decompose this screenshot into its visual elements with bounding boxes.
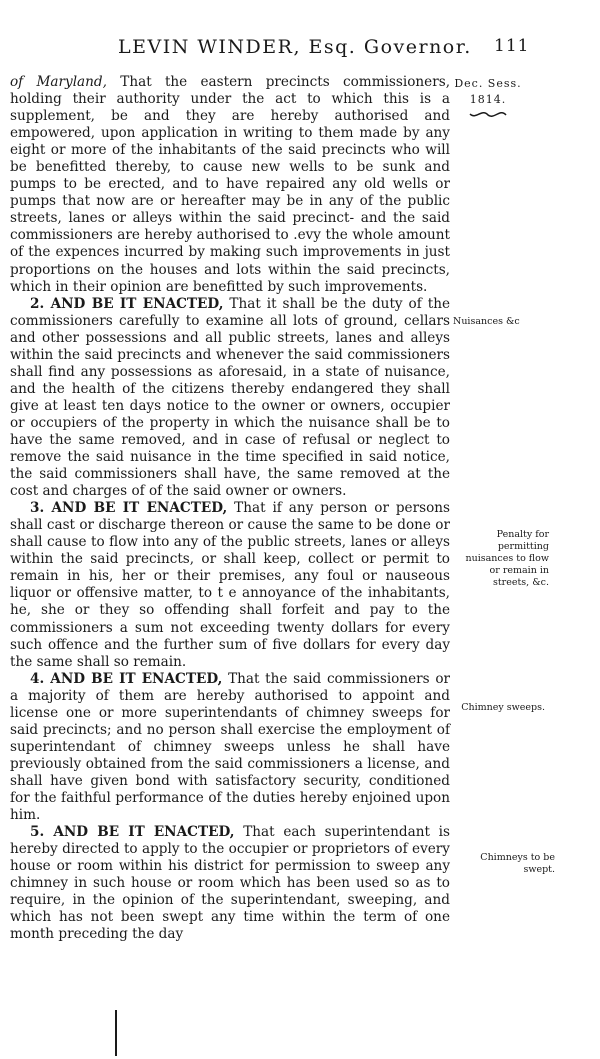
running-header [0, 36, 600, 64]
flourish-ornament [468, 110, 508, 120]
intro-text: That the eastern precincts commissioners, holding their authority under the act to which this is a supplement, be and they are hereby authorised and empowered, upon application in writing to them made by any eight or more of the inhabitants of the said precincts who will be benefitted thereby, to cause new wells to be sunk and pumps to be erected, and to have repaired any old wells or pumps that now are or hereafter may be in any of the public streets, lanes or alleys within the said precinct- and the said commissioners are hereby authorised to .evy the whole amount of the expences incurred by making such improvements in just proportions on the houses and lots within the said precincts, which in their opinion are benefitted by such improvements. [10, 74, 451, 295]
section-3-heading: 3. AND BE IT ENACTED, [30, 500, 228, 517]
intro-paragraph [10, 74, 450, 296]
margin-note-nuisances: Nuisances &c [453, 316, 520, 327]
section-3-text: That if any person or persons shall cast or discharge thereon or cause the same to be done or shall cause to flow into any of the public streets, lanes or alleys within the said precincts, or shall keep, collect or permit to remain in his, her or their premises, any foul or nauseous liquor or offensive matter, to t e annoyance of the inhabitants, he, she or they so offending shall forfeit and pay to the commissioners a sum not exceeding twenty dollars for every such offence and the further sum of five dollars for every day the same shall so remain. [10, 500, 450, 670]
page-number: 111 [494, 36, 530, 56]
body-text [10, 74, 450, 943]
section-4 [10, 671, 450, 824]
section-2 [10, 296, 450, 501]
section-2-heading: 2. AND BE IT ENACTED, [30, 295, 224, 312]
margin-note-chimney: Chimney sweeps. [461, 702, 545, 713]
session-year: 1814. [469, 93, 507, 106]
section-5-heading: 5. AND BE IT ENACTED, [30, 824, 235, 841]
running-title: LEVIN WINDER, Esq. Governor. [118, 36, 472, 58]
section-5-text: That each superintendant is hereby directed to apply to the occupier or proprietors of every house or room within his district for permission to sweep any chimney in such house or room which has been used so as to require, in the opinion of the superintendant, sweeping, and which has not been swept any time within the term of one month preceding the day [10, 824, 451, 943]
margin-note-session [452, 76, 524, 120]
section-4-text: That the said commissioners or a majority of them are hereby authorised to appoint and license one or more superintendants of chimney sweeps for said precincts; and no person shall exercise the employment of superintendant of chimney sweeps unless he shall have previously obtained from the said commissioners a license, and shall have given bond with satisfactory security, conditioned for the faithful performance of the duties hereby enjoined upon him. [10, 670, 451, 824]
section-3 [10, 500, 450, 670]
session-label: Dec. Sess. [454, 77, 522, 90]
margin-note-penalty: Penalty for permitting nuisances to flow or remain in streets, &c. [465, 529, 549, 588]
section-4-heading: 4. AND BE IT ENACTED, [30, 670, 223, 687]
section-5 [10, 824, 450, 943]
margin-note-chimneys-swept: Chimneys to be swept. [480, 852, 555, 875]
section-2-text: That it shall be the duty of the commissioners carefully to examine all lots of ground, cellars and other possessions and all public streets, lanes and alleys within the said precincts and whenever the said commissioners shall find any possessions as aforesaid, in a state of nuisance, and the health of the citizens thereby endangered they shall give at least ten days notice to the owner or owners, occupier or occupiers of the property in which the nuisance shall be to have the same removed, and in case of refusal or neglect to remove the said nuisance in the time specified in said notice, the said commissioners shall have, the same removed at the cost and charges of of the said owner or owners. [10, 295, 450, 500]
intro-place: of Maryland, [10, 74, 107, 90]
scan-mark [114, 1010, 118, 1056]
